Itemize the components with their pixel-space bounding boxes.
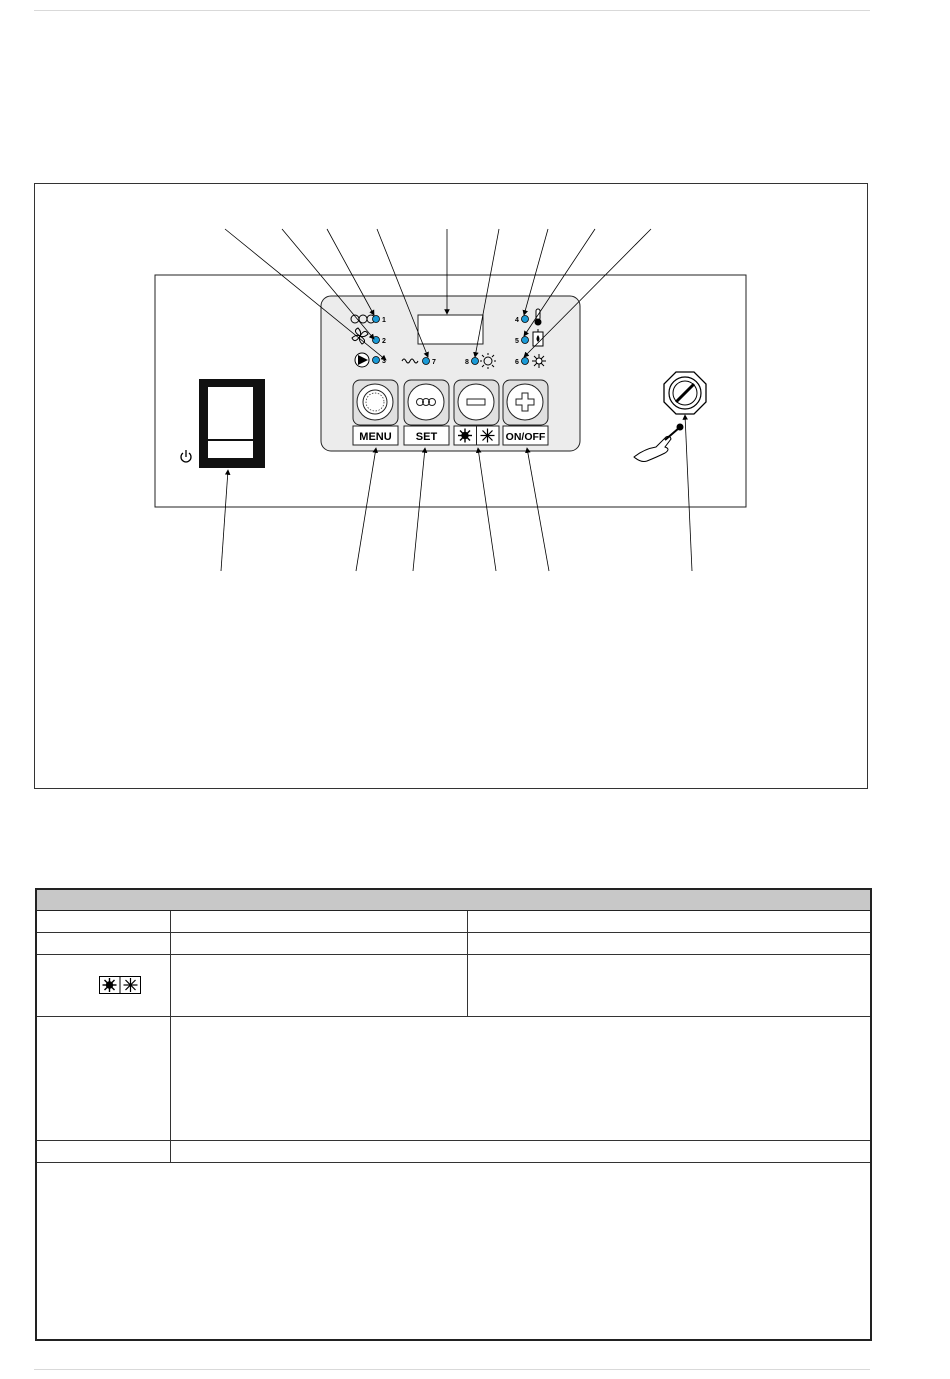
led-4-number: 4 bbox=[515, 317, 519, 324]
led-1-number: 1 bbox=[382, 317, 386, 324]
column-divider bbox=[467, 911, 468, 1016]
button-function-table bbox=[35, 888, 872, 1341]
led-7-light bbox=[423, 358, 430, 365]
menu-button[interactable] bbox=[353, 380, 398, 445]
reset-screw[interactable] bbox=[664, 372, 706, 414]
menu-button-label: MENU bbox=[359, 431, 392, 443]
defrost-icon bbox=[532, 354, 546, 368]
row-divider bbox=[37, 1016, 870, 1017]
led-1-light bbox=[373, 316, 380, 323]
on-off-button-label: ON/OFF bbox=[505, 431, 546, 443]
control-panel-diagram bbox=[35, 184, 869, 790]
led-3-light bbox=[373, 357, 380, 364]
led-6-number: 6 bbox=[515, 359, 519, 366]
led-4-light bbox=[522, 316, 529, 323]
sun-icon bbox=[103, 978, 117, 992]
top-rule bbox=[34, 10, 870, 11]
row-divider bbox=[37, 1162, 870, 1163]
row-divider bbox=[37, 932, 870, 933]
led-2-number: 2 bbox=[382, 338, 386, 345]
sun-icon bbox=[458, 429, 472, 443]
mode-icons bbox=[99, 976, 141, 994]
display-window bbox=[418, 315, 483, 344]
set-button[interactable] bbox=[404, 380, 449, 445]
pump-icon bbox=[355, 353, 369, 367]
led-7-number: 7 bbox=[432, 359, 436, 366]
led-5-light bbox=[522, 337, 529, 344]
power-icon bbox=[181, 450, 191, 462]
led-2-light bbox=[373, 337, 380, 344]
minus-button[interactable] bbox=[454, 380, 499, 445]
on-off-button[interactable] bbox=[503, 380, 548, 445]
led-8-light bbox=[472, 358, 479, 365]
led-5-number: 5 bbox=[515, 338, 519, 345]
led-8-number: 8 bbox=[465, 359, 469, 366]
led-3-number: 3 bbox=[382, 358, 386, 365]
set-button-label: SET bbox=[415, 431, 438, 443]
snowflake-icon bbox=[481, 429, 495, 443]
row-divider bbox=[37, 954, 870, 955]
row-divider bbox=[37, 1140, 870, 1141]
hand-screwdriver-icon bbox=[634, 424, 683, 462]
bottom-rule bbox=[34, 1369, 870, 1370]
minus-icon bbox=[467, 399, 485, 405]
main-switch[interactable] bbox=[199, 379, 265, 468]
led-6-light bbox=[522, 358, 529, 365]
control-panel-figure bbox=[34, 183, 868, 789]
snowflake-icon bbox=[124, 978, 138, 992]
table-header bbox=[37, 890, 870, 911]
column-divider bbox=[170, 911, 171, 1162]
